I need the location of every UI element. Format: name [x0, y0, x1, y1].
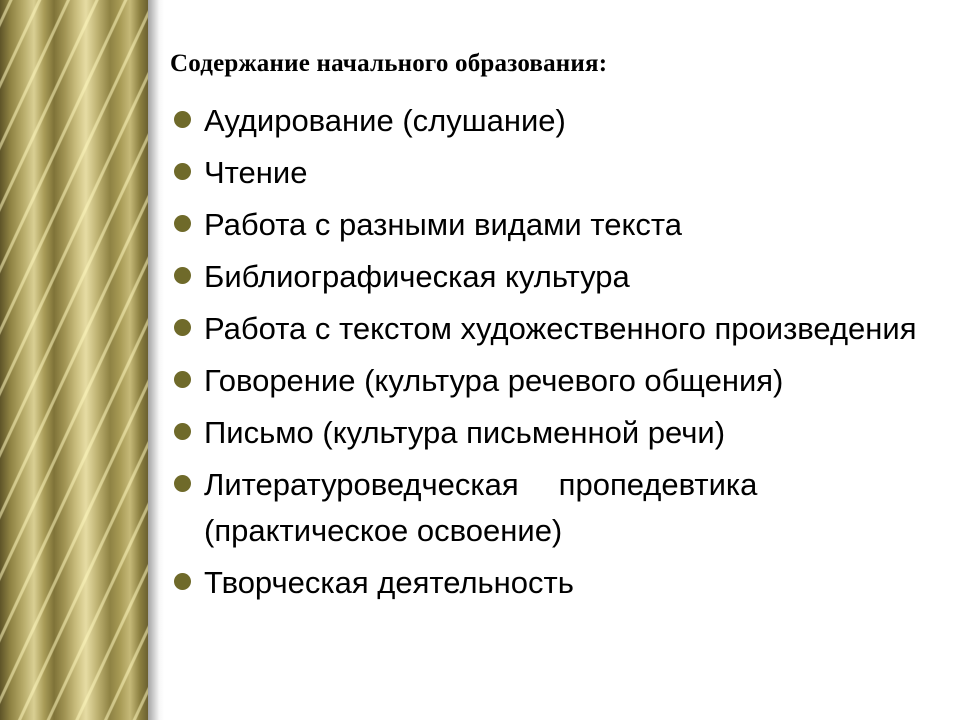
list-item-label-part-b: пропедевтика (практическое освоение) [204, 467, 758, 548]
list-item [170, 98, 930, 144]
column-shadow [148, 0, 164, 720]
bullet-icon [174, 423, 191, 440]
list-item-label: Чтение [204, 155, 308, 190]
list-item [170, 462, 930, 554]
list-item-label: Аудирование (слушание) [204, 103, 566, 138]
list-item-label: Письмо (культура письменной речи) [204, 415, 726, 450]
list-item [170, 358, 930, 404]
bullet-icon [174, 371, 191, 388]
bullet-icon [174, 475, 191, 492]
list-item-label: Говорение (культура речевого общения) [204, 363, 784, 398]
list-item [170, 560, 930, 606]
list-item-label: Творческая деятельность [204, 565, 574, 600]
bullet-icon [174, 573, 191, 590]
list-item [170, 410, 930, 456]
list-item [170, 306, 930, 352]
bullet-icon [174, 111, 191, 128]
list-item [170, 150, 930, 196]
bullet-icon [174, 319, 191, 336]
list-item-label: Работа с разными видами текста [204, 207, 682, 242]
decorative-gold-column [0, 0, 148, 720]
bullet-icon [174, 267, 191, 284]
content-list [170, 98, 930, 612]
list-item-label: Работа с текстом художественного произведения [204, 311, 917, 346]
slide-title: Содержание начального образования: [170, 50, 608, 77]
list-item-label: Библиографическая культура [204, 259, 630, 294]
list-item [170, 254, 930, 300]
list-item [170, 202, 930, 248]
bullet-icon [174, 163, 191, 180]
bullet-icon [174, 215, 191, 232]
list-item-label-part-a: Литературоведческая [204, 467, 519, 502]
